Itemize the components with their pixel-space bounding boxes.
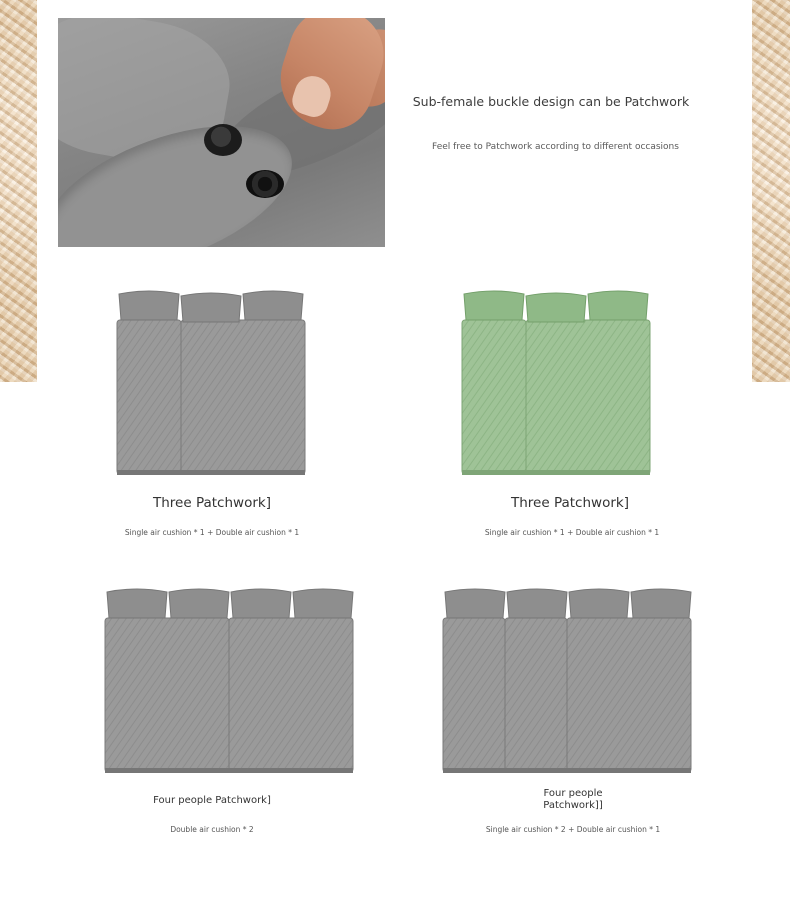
product-title-2: Three Patchwork] xyxy=(511,495,629,511)
snap-socket-icon xyxy=(246,170,284,198)
product-detail-4: Single air cushion * 2 + Double air cushion * 1 xyxy=(485,825,661,834)
feature-headline: Sub-female buckle design can be Patchwork xyxy=(412,94,690,109)
product-title-4: Four people Patchwork]] xyxy=(543,788,603,811)
product-image-2 xyxy=(460,290,652,478)
snap-button-icon xyxy=(204,124,242,156)
feature-subline: Feel free to Patchwork according to different occasions xyxy=(432,142,679,152)
product-title-3: Four people Patchwork] xyxy=(153,795,271,806)
product-detail-3: Double air cushion * 2 xyxy=(170,825,254,834)
product-detail-1: Single air cushion * 1 + Double air cushion * 1 xyxy=(124,528,300,537)
product-image-3 xyxy=(103,588,355,776)
buckle-closeup-photo xyxy=(58,18,385,247)
fur-background-left xyxy=(0,0,37,382)
fur-background-right xyxy=(752,0,790,382)
product-image-4 xyxy=(441,588,693,776)
product-image-1 xyxy=(115,290,307,478)
product-title-1: Three Patchwork] xyxy=(153,495,271,511)
product-detail-2: Single air cushion * 1 + Double air cushion * 1 xyxy=(484,528,660,537)
